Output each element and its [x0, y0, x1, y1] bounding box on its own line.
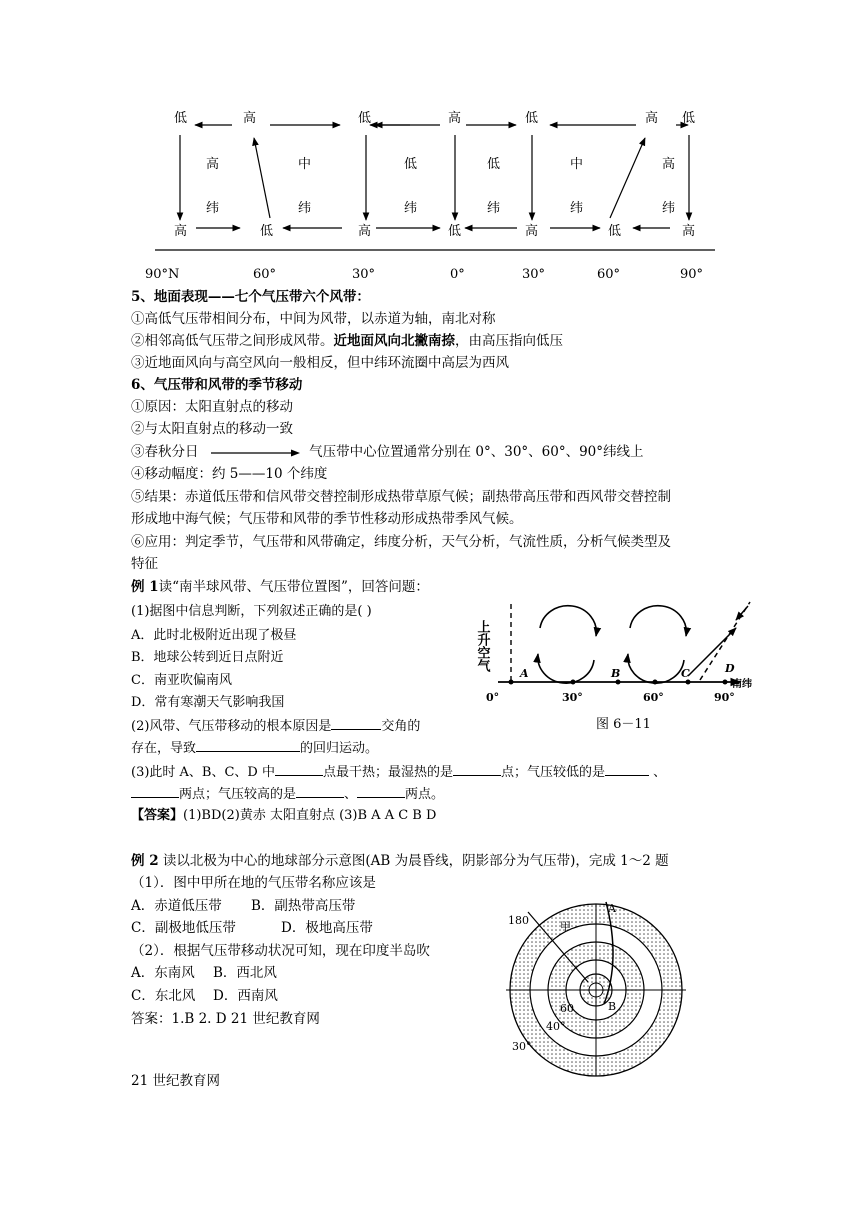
example2-answer: 答案：1.B 2. D 21 世纪教育网 [131, 1011, 320, 1027]
bottom-label: 低 [608, 224, 622, 239]
latitude-label: 30° [352, 267, 376, 282]
answer-blank[interactable] [453, 762, 501, 776]
example2-title [131, 852, 669, 871]
q3-text-g: 两点。 [405, 787, 445, 802]
q3-text-f: 、 [344, 787, 358, 802]
option: D．西南风 [213, 988, 278, 1004]
latitude-label: 30° [522, 267, 546, 282]
example1-q1: (1)据图中信息判断，下列叙述正确的是( ) [131, 604, 372, 619]
top-label: 高 [243, 111, 257, 126]
example2-q2-options-1 [131, 964, 277, 983]
wind-belt-figure [474, 598, 758, 738]
map-label: 40° [546, 1020, 566, 1033]
example1-title [131, 578, 429, 597]
cell-label: 纬 [662, 201, 676, 216]
top-label: 低 [525, 111, 539, 126]
q2-text-d: 的回归运动。 [300, 741, 379, 756]
section6-title: 6、气压带和风带的季节移动 [131, 377, 303, 393]
top-label: 低 [358, 111, 372, 126]
option: D．极地高压带 [281, 920, 373, 936]
map-label: 60 [560, 1002, 574, 1015]
q2-text-a: (2)风带、气压带移动的根本原因是 [131, 719, 332, 734]
axis-tick: 90° [714, 691, 735, 704]
cell-label: 纬 [298, 201, 312, 216]
q2-text-b: 交角的 [381, 719, 421, 734]
example2-q1-options-1 [131, 897, 355, 916]
d-label: D [725, 662, 735, 675]
section5-title: 5、地面表现——七个气压带六个风带： [131, 289, 370, 305]
section6-line3 [131, 443, 644, 462]
cell-label: 中 [570, 157, 584, 172]
cell-label: 纬 [206, 201, 220, 216]
top-label: 高 [645, 111, 659, 126]
section6-line1: ①原因：太阳直射点的移动 [131, 399, 293, 415]
map-label: A [608, 902, 616, 915]
map-label: 甲 [560, 920, 571, 933]
bottom-label: 低 [260, 224, 274, 239]
answer-blank[interactable] [331, 716, 381, 730]
example1-option-c: C．南亚吹偏南风 [131, 673, 232, 688]
cell-label: 高 [662, 157, 676, 172]
example2-q1: （1）．图中甲所在地的气压带名称应该是 [131, 875, 376, 891]
circulation-diagram [140, 100, 730, 285]
bottom-label: 高 [525, 224, 539, 239]
option: B．西北风 [213, 965, 277, 981]
option: B．副热带高压带 [251, 898, 356, 914]
axis-tick: A [520, 667, 529, 680]
section6-line3-head: ③春秋分日 [131, 444, 199, 460]
arrow-right-icon [211, 448, 301, 458]
option: C．东北风 [131, 988, 196, 1004]
answer-blank[interactable] [131, 784, 179, 798]
section6-line4: ④移动幅度：约 5——10 个纬度 [131, 466, 328, 482]
section5-line2-tail: ，由高压指向低压 [455, 333, 563, 349]
cell-label: 低 [487, 157, 501, 172]
bottom-label: 高 [682, 224, 696, 239]
vertical-label [475, 620, 491, 673]
answer-blank[interactable] [605, 762, 649, 776]
section5-line2-bold: 近地面风向北撇南捺 [333, 333, 455, 349]
axis-tick: 0° [486, 691, 500, 704]
footer-text: 21 世纪教育网 [131, 1073, 220, 1089]
example1-option-d: D．常有寒潮天气影响我国 [131, 695, 285, 710]
option: A．赤道低压带 [131, 898, 222, 914]
section5-line3: ③近地面风向与高空风向一般相反，但中纬环流圈中高层为西风 [131, 355, 509, 371]
axis-tick: 30° [562, 691, 583, 704]
axis-tick: 60° [643, 691, 664, 704]
latitude-label: 0° [450, 267, 465, 282]
q3-text-d: 、 [653, 765, 667, 780]
section6-line6: 形成地中海气候；气压带和风带的季节性移动形成热带季风气候。 [131, 511, 523, 527]
svg-text:上升空气: 上升空气 [474, 620, 490, 672]
polar-map-figure [506, 900, 686, 1080]
example2-q2: （2）．根据气压带移动状况可知，现在印度半岛吹 [131, 943, 430, 959]
figure-caption: 图 6－11 [596, 717, 651, 732]
example1-title-text: 读“南半球风带、气压带位置图”，回答问题： [158, 579, 429, 595]
axis-tick: B [611, 667, 621, 680]
top-label: 低 [682, 111, 696, 126]
example1-label: 例 1 [131, 579, 159, 595]
cell-label: 纬 [570, 201, 584, 216]
example1-q2-line2 [131, 738, 378, 758]
section6-line8: 特征 [131, 556, 158, 572]
bottom-label: 低 [448, 224, 462, 239]
section6-line3-tail: 气压带中心位置通常分别在 0°、30°、60°、90°纬线上 [309, 444, 644, 460]
cell-label: 高 [206, 157, 220, 172]
example1-option-b: B．地球公转到近日点附近 [131, 650, 284, 665]
cell-label: 纬 [487, 201, 501, 216]
section5-line2 [131, 332, 563, 351]
south-label: 南纬 [732, 679, 752, 690]
q3-text-e: 两点；气压较高的是 [179, 787, 297, 802]
cell-label: 中 [298, 157, 312, 172]
example1-answer [131, 806, 436, 825]
example2-q2-options-2 [131, 987, 278, 1006]
q3-text-c: 点；气压较低的是 [501, 765, 606, 780]
latitude-label: 90°N [145, 267, 180, 282]
example1-q3-line1 [131, 762, 666, 782]
section5-line1: ①高低气压带相间分布，中间为风带，以赤道为轴，南北对称 [131, 311, 496, 327]
answer-text: (1)BD(2)黄赤 太阳直射点 (3)B A A C B D [183, 808, 437, 823]
map-label: B [608, 1000, 617, 1013]
axis-tick: C [681, 667, 690, 680]
q3-text-a: (3)此时 A、B、C、D 中 [131, 765, 275, 780]
latitude-label: 60° [253, 267, 277, 282]
example2-q1-options-2 [131, 919, 373, 938]
answer-blank[interactable] [275, 762, 323, 776]
example2-label: 例 2 [131, 853, 159, 869]
bottom-label: 高 [174, 224, 188, 239]
section5-line2-head: ②相邻高低气压带之间形成风带。 [131, 333, 334, 349]
top-label: 低 [174, 111, 188, 126]
example2-title-text: 读以北极为中心的地球部分示意图(AB 为晨昏线，阴影部分为气压带)，完成 1～2 题 [158, 853, 669, 869]
example1-option-a: A．此时北极附近出现了极昼 [131, 628, 297, 643]
option: C．副极地低压带 [131, 920, 236, 936]
answer-blank[interactable] [357, 784, 405, 798]
section6-line7: ⑥应用：判定季节，气压带和风带确定，纬度分析，天气分析，气流性质，分析气候类型及 [131, 534, 671, 550]
example1-q2-line1 [131, 716, 420, 736]
section6-line2: ②与太阳直射点的移动一致 [131, 421, 293, 437]
latitude-label: 60° [597, 267, 621, 282]
cell-label: 纬 [404, 201, 418, 216]
answer-blank[interactable] [196, 738, 300, 752]
section6-line5: ⑤结果：赤道低压带和信风带交替控制形成热带草原气候；副热带高压带和西风带交替控制 [131, 489, 671, 505]
q2-text-c: 存在，导致 [131, 741, 197, 756]
cell-label: 低 [404, 157, 418, 172]
top-label: 高 [448, 111, 462, 126]
example1-q3-line2 [131, 784, 444, 804]
answer-blank[interactable] [296, 784, 344, 798]
answer-label: 【答案】 [131, 808, 184, 823]
latitude-label: 90° [680, 267, 704, 282]
bottom-label: 高 [358, 224, 372, 239]
q3-text-b: 点最干热；最湿热的是 [323, 765, 454, 780]
map-label: 180 [508, 914, 529, 927]
option: A．东南风 [131, 965, 195, 981]
map-label: 30° [512, 1040, 532, 1053]
